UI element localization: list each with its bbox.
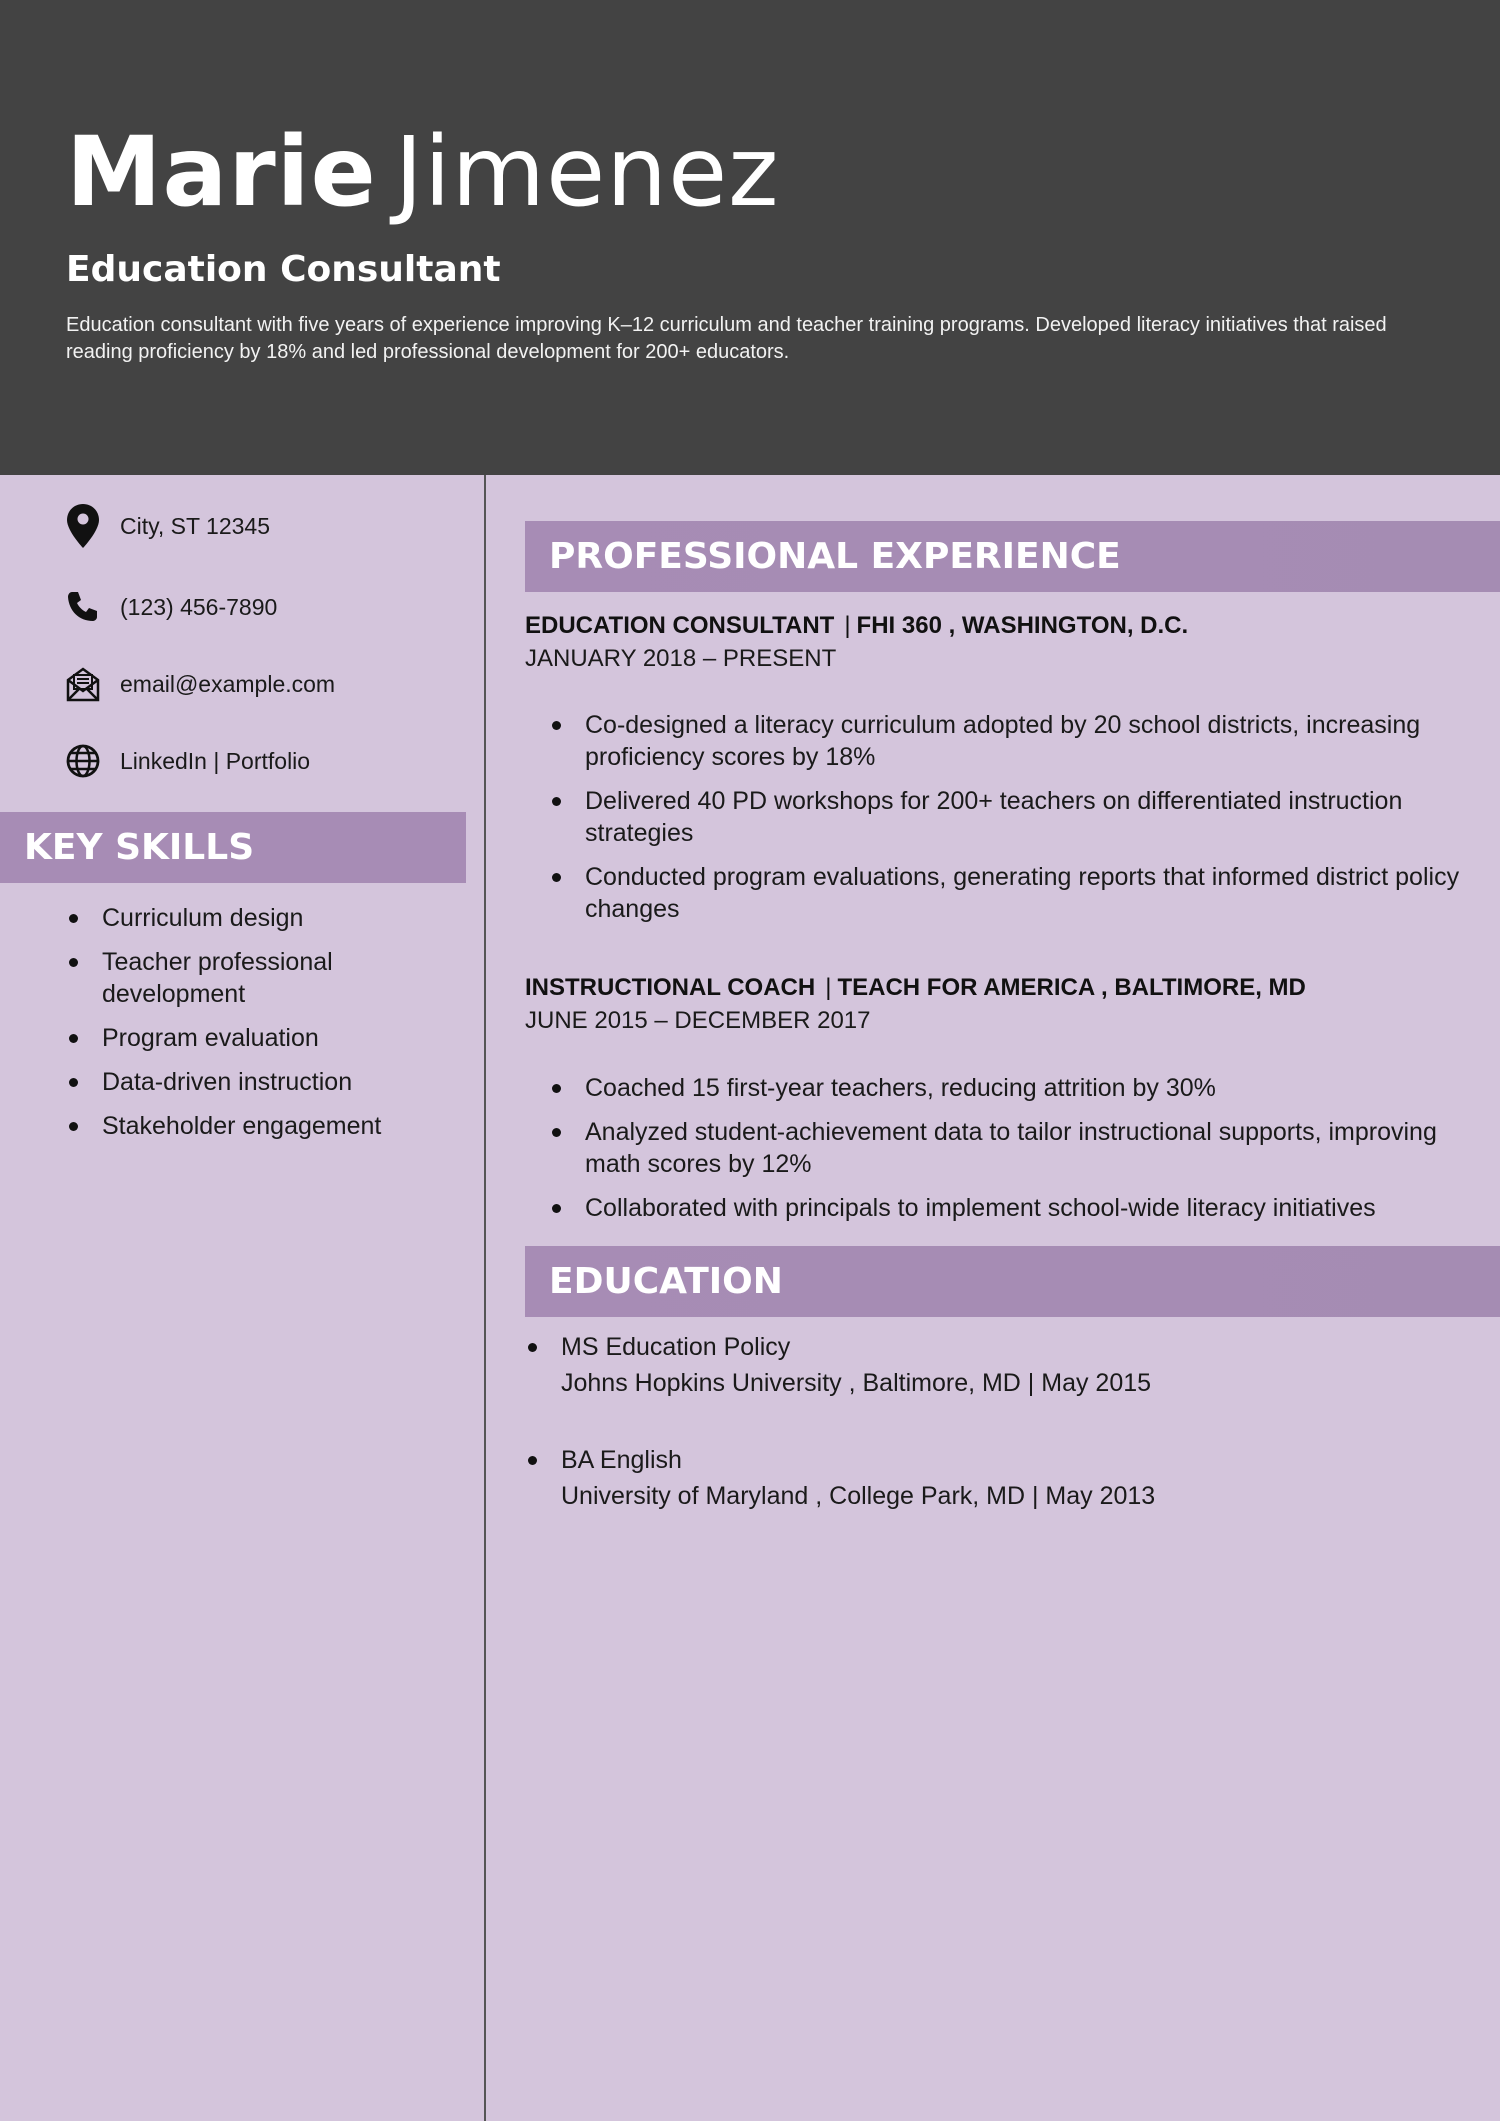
contact-phone — [66, 582, 466, 632]
job-bullet: Coached 15 first-year teachers, reducing attrition by 30% — [585, 1072, 1465, 1104]
degree-name: MS Education Policy — [561, 1329, 1461, 1365]
degree-school: University of Maryland , College Park, MD | May 2013 — [561, 1482, 1156, 1510]
skill-item: Curriculum design — [102, 902, 466, 934]
job-1-title: EDUCATION CONSULTANT — [525, 612, 835, 639]
phone-text: (123) 456-7890 — [120, 593, 278, 620]
job-2-company: TEACH FOR AMERICA , BALTIMORE, MD — [837, 974, 1306, 1001]
resume-header — [0, 0, 1500, 475]
email-text[interactable]: email@example.com — [120, 670, 336, 697]
column-divider — [484, 475, 486, 2121]
candidate-name — [66, 112, 780, 232]
job-2-separator: | — [825, 974, 832, 1001]
phone-icon — [66, 584, 100, 630]
skill-item: Data-driven instruction — [102, 1066, 466, 1098]
globe-icon — [66, 738, 100, 784]
contact-links — [66, 736, 466, 786]
job-2-title: INSTRUCTIONAL COACH — [525, 974, 816, 1001]
first-name: Marie — [66, 116, 377, 228]
job-1-separator: | — [844, 612, 851, 639]
job-1-company: FHI 360 , WASHINGTON, D.C. — [856, 612, 1189, 639]
envelope-icon — [66, 661, 100, 707]
experience-heading: PROFESSIONAL EXPERIENCE — [525, 521, 1500, 592]
education-entry — [561, 1442, 1461, 1514]
job-2-heading — [525, 973, 1306, 1003]
job-2-bullets — [585, 1072, 1465, 1236]
job-1-heading — [525, 611, 1188, 641]
location-text: City, ST 12345 — [120, 512, 271, 539]
skill-item: Program evaluation — [102, 1022, 466, 1054]
contact-email — [66, 659, 466, 709]
skill-item: Teacher professional development — [102, 946, 402, 1010]
job-1-dates: JANUARY 2018 – PRESENT — [525, 645, 837, 672]
job-bullet: Conducted program evaluations, generating reports that informed district policy changes — [585, 861, 1465, 925]
skill-item: Stakeholder engagement — [102, 1110, 466, 1142]
degree-school: Johns Hopkins University , Baltimore, MD | May 2015 — [561, 1369, 1152, 1397]
skills-list — [66, 902, 466, 1154]
degree-name: BA English — [561, 1442, 1461, 1478]
job-bullet: Co-designed a literacy curriculum adopted by 20 school districts, increasing proficiency scores by 18% — [585, 709, 1465, 773]
job-bullet: Collaborated with principals to implement school-wide literacy initiatives — [585, 1192, 1465, 1224]
contact-location — [66, 501, 466, 551]
job-1-bullets — [585, 709, 1465, 937]
links-text[interactable]: LinkedIn | Portfolio — [120, 747, 311, 774]
profile-summary: Education consultant with five years of experience improving K–12 curriculum and teacher training programs. Developed literacy initiatives that raised reading proficiency by 18% and led professional development for 200+ educators. — [66, 314, 1387, 363]
job-bullet: Analyzed student-achievement data to tailor instructional supports, improving math scores by 12% — [585, 1116, 1465, 1180]
last-name: Jimenez — [394, 116, 780, 228]
job-bullet: Delivered 40 PD workshops for 200+ teachers on differentiated instruction strategies — [585, 785, 1465, 849]
skills-heading: KEY SKILLS — [0, 812, 466, 883]
job-role: Education Consultant — [66, 249, 501, 290]
education-entry — [561, 1329, 1461, 1401]
education-heading: EDUCATION — [525, 1246, 1500, 1317]
location-pin-icon — [66, 503, 100, 549]
job-2-dates: JUNE 2015 – DECEMBER 2017 — [525, 1007, 871, 1034]
